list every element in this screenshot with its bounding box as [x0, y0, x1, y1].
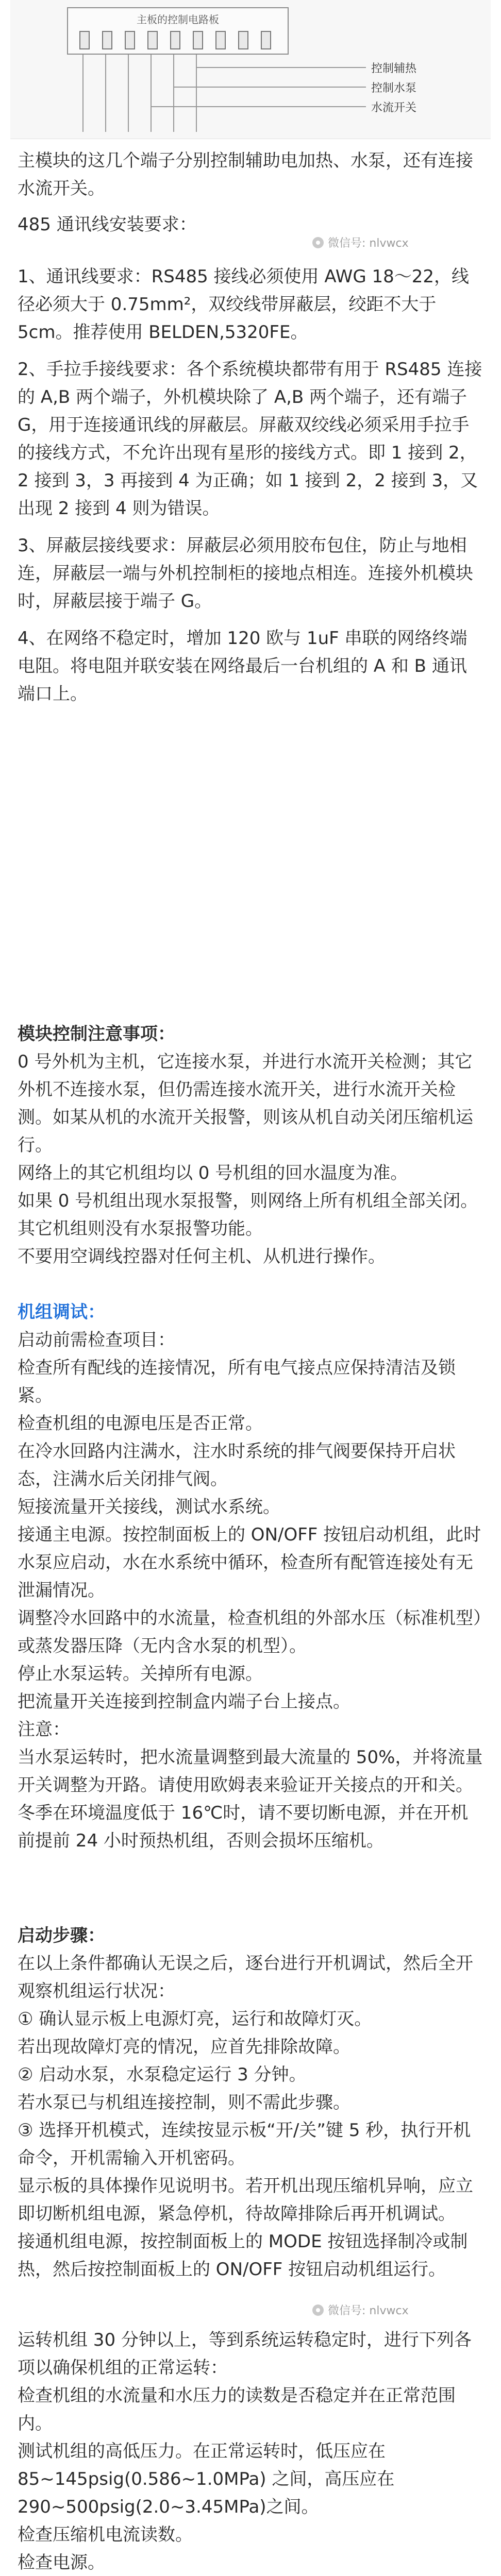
debug-block — [18, 1298, 483, 1855]
start-item: ③ 选择开机模式，连续按显示板“开/关”键 5 秒，执行开机命令，开机需输入开机密码。 — [18, 2120, 471, 2168]
prep-item: 启动前需检查项目： — [18, 1330, 175, 1350]
run-item: 检查电源。 — [18, 2552, 105, 2573]
requirement-4: 4、在网络不稳定时，增加 120 欧与 1uF 串联的网络终端电阻。将电阻并联安装在网络最后一台机组的 A 和 B 通讯端口上。 — [18, 628, 467, 704]
requirements-block — [18, 263, 483, 708]
note-item: 网络上的其它机组均以 0 号机组的回水温度为准。 — [18, 1163, 408, 1183]
label-flow-switch: 水流开关 — [371, 101, 417, 114]
prep-item: 检查机组的电源电压是否正常。 — [18, 1413, 263, 1434]
note-item: 0 号外机为主机，它连接水泵，并进行水流开关检测；其它外机不连接水泵，但仍需连接水流开关，进行水流开关检测。如某从机的水流开关报警，则该从机自动关闭压缩机运行。 — [18, 1052, 473, 1156]
prep-item: 停止水泵运转。关掉所有电源。 — [18, 1664, 263, 1684]
board-title: 主板的控制电路板 — [137, 13, 219, 26]
requirement-3: 3、屏蔽层接线要求：屏蔽层必须用胶布包住，防止与地相连，屏蔽层一端与外机控制柜的接地点相连。连接外机模块时，屏蔽层接于端子 G。 — [18, 535, 473, 612]
prep-item: 接通主电源。按控制面板上的 ON/OFF 按钮启动机组，此时水泵应启动，水在水系统中循环，检查所有配管连接处有无泄漏情况。 — [18, 1524, 481, 1601]
requirement-2: 2、手拉手接线要求：各个系统模块都带有用于 RS485 连接的 A,B 两个端子，外机模块除了 A,B 两个端子，还有端子 G，用于连接通讯线的屏蔽层。屏蔽双绞线必须采用手拉手的接线方式，不允许出现有星形的接线方式。即 1 接到 2，2 接到 3，3 再接到 4 为正确；如 1 接到 2，2 接到 3，又出现 2 接到 4 则为错误。 — [18, 359, 482, 519]
wechat-icon — [312, 2304, 324, 2316]
watermark: 微信号: nlvwcx — [312, 234, 409, 250]
run-item: 检查机组的水流量和水压力的读数是否稳定并在正常范围内。 — [18, 2385, 456, 2434]
prep-item: 在冷水回路内注满水，注水时系统的排气阀要保持开启状态，注满水后关闭排气阀。 — [18, 1441, 456, 1489]
run-item: 运转机组 30 分钟以上，等到系统运转稳定时，进行下列各项以确保机组的正常运转： — [18, 2330, 472, 2378]
prep-item: 注意： — [18, 1719, 70, 1740]
prep-item: 把流量开关连接到控制盒内端子台上接点。 — [18, 1691, 350, 1712]
run-block — [18, 2326, 483, 2576]
prep-item: 冬季在环境温度低于 16℃时，请不要切断电源，并在开机前提前 24 小时预热机组，否则会损坏压缩机。 — [18, 1803, 469, 1851]
requirement-1: 1、通讯线要求：RS485 接线必须使用 AWG 18～22，线径必须大于 0.75mm²，双绞线带屏蔽层，绞距不大于 5cm。推荐使用 BELDEN,5320FE。 — [18, 266, 470, 343]
run-item: 检查压缩机电流读数。 — [18, 2524, 193, 2545]
wiring-diagram-image — [10, 0, 491, 139]
control-board — [67, 7, 289, 55]
start-item: ① 确认显示板上电源灯亮，运行和故障灯灭。 — [18, 2009, 372, 2029]
note-item: 不要用空调线控器对任何主机、从机进行操作。 — [18, 1246, 386, 1267]
prep-item: 当水泵运转时，把水流量调整到最大流量的 50%，并将流量开关调整为开路。请使用欧姆表来验证开关接点的开和关。 — [18, 1747, 483, 1795]
watermark: 微信号: nlvwcx — [312, 2302, 409, 2318]
note-item: 如果 0 号机组出现水泵报警，则网络上所有机组全部关闭。其它机组则没有水泵报警功能。 — [18, 1191, 478, 1239]
debug-heading: 机组调试： — [18, 1302, 105, 1323]
prep-item: 短接流量开关接线，测试水系统。 — [18, 1497, 280, 1517]
start-item: 接通机组电源，按控制面板上的 MODE 按钮选择制冷或制热，然后按控制面板上的 ON/OFF 按钮启动机组运行。 — [18, 2231, 468, 2280]
notes-block — [18, 1020, 483, 1270]
start-item: 在以上条件都确认无误之后，逐台进行开机调试，然后全开观察机组运行状况： — [18, 1953, 473, 2002]
start-item: 若水泵已与机组连接控制，则不需此步骤。 — [18, 2092, 350, 2113]
wechat-icon — [312, 237, 324, 248]
start-item: 若出现故障灯亮的情况，应首先排除故障。 — [18, 2037, 350, 2057]
prep-item: 检查所有配线的连接情况，所有电气接点应保持清洁及锁紧。 — [18, 1358, 456, 1406]
start-heading: 启动步骤： — [18, 1925, 105, 1946]
start-item: ② 启动水泵，水泵稳定运行 3 分钟。 — [18, 2064, 307, 2085]
label-pump: 控制水泵 — [371, 82, 417, 95]
intro-text: 主模块的这几个端子分别控制辅助电加热、水泵，还有连接水流开关。 — [18, 150, 473, 199]
terminal-block — [79, 31, 271, 49]
rs485-heading: 485 通讯线安装要求： — [18, 214, 197, 235]
notes-heading: 模块控制注意事项： — [18, 1024, 175, 1044]
start-block — [18, 1922, 483, 2283]
intro-block — [18, 147, 483, 239]
start-item: 显示板的具体操作见说明书。若开机出现压缩机异响，应立即切断机组电源，紧急停机，待故障排除后再开机调试。 — [18, 2176, 473, 2224]
run-item: 测试机组的高低压力。在正常运转时，低压应在 85~145psig(0.586~1.0MPa) 之间，高压应在 290~500psig(2.0~3.45MPa)之间。 — [18, 2441, 400, 2517]
label-aux-heat: 控制辅热 — [371, 62, 417, 75]
prep-item: 调整冷水回路中的水流量，检查机组的外部水压（标准机型）或蒸发器压降（无内含水泵的机型）。 — [18, 1608, 482, 1656]
